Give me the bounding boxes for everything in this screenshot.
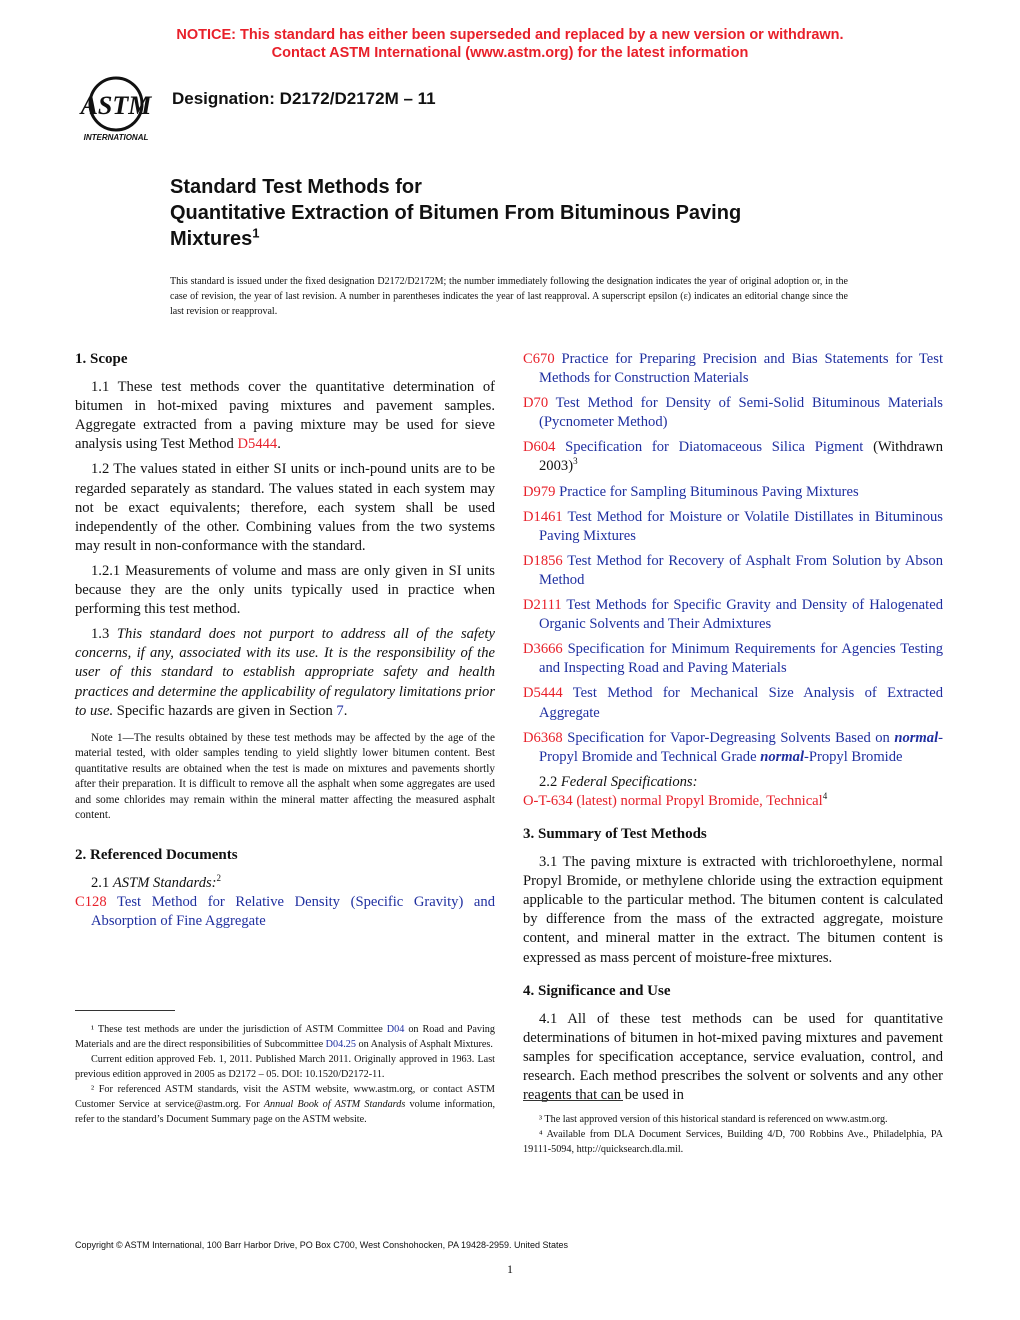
- ref-item[interactable]: [523, 350, 943, 388]
- paragraph-1-2-1: 1.2.1 Measurements of volume and mass are only given in SI units because they are the only units typically used in practice when performing this test method.: [75, 562, 495, 618]
- page-number: 1: [507, 1262, 513, 1276]
- ref-item[interactable]: [523, 684, 943, 722]
- section-heading-significance: 4. Significance and Use: [523, 982, 671, 999]
- link-d04-25[interactable]: D04.25: [325, 1039, 356, 1050]
- title-line-1: Standard Test Methods for: [170, 176, 422, 198]
- ref-code[interactable]: D5444: [523, 685, 563, 702]
- ref-footnote-ref: 3: [573, 456, 578, 467]
- astm-logo: [72, 74, 162, 146]
- ref-c128[interactable]: C128 Test Method for Relative Density (Specific Gravity) and Absorption of Fine Aggregate: [75, 893, 495, 929]
- right-column: [523, 350, 943, 1111]
- footnote-2: ² For referenced ASTM standards, visit the ASTM website, www.astm.org, or contact ASTM Customer Service at service@astm.org. For Annual Book of ASTM Standards volume information, refer to the standard’s Document Summary page on the ASTM website.: [75, 1084, 495, 1125]
- ref-code[interactable]: D604: [523, 439, 556, 456]
- ref-item[interactable]: [523, 438, 943, 476]
- ref-extra: (Withdrawn 2003): [539, 439, 943, 475]
- ref-code[interactable]: C670: [523, 351, 555, 367]
- ref-d6368[interactable]: D6368 Specification for Vapor-Degreasing Solvents Based on normal-Propyl Bromide and Technical Grade normal-Propyl Bromide: [523, 729, 943, 765]
- ref-item[interactable]: [523, 483, 943, 502]
- footnote-rule-right: [523, 1100, 623, 1101]
- copyright-line: Copyright © ASTM International, 100 Barr Harbor Drive, PO Box C700, West Conshohocken, PA 19428-2959. United States: [75, 1240, 569, 1250]
- ref-code[interactable]: D1856: [523, 552, 563, 569]
- link-section-7[interactable]: 7: [336, 702, 344, 719]
- link-d5444[interactable]: D5444: [237, 436, 278, 453]
- astm-logo-icon: [72, 74, 162, 146]
- document-title: [170, 174, 930, 252]
- designation: Designation: D2172/D2172M – 11: [172, 89, 436, 108]
- ref-title[interactable]: Test Methods for Specific Gravity and Density of Halogenated Organic Solvents and Their Admixtures: [539, 597, 943, 633]
- logo-text: ASTM: [80, 91, 152, 120]
- note-1: Note 1—The results obtained by these test methods may be affected by the age of the material tested, with older samples tending to yield slightly lower bitumen content. Best quantitative results are obtained when the test is made on mixtures and pavements shortly after their preparation. It is difficult to remove all the asphalt when some aggregates are used and some chlorides may remain within the mineral matter affecting the measured asphalt content.: [75, 731, 495, 822]
- ref-item[interactable]: [523, 596, 943, 634]
- ref-item[interactable]: [523, 552, 943, 590]
- ref-title[interactable]: Test Method for Density of Semi-Solid Bituminous Materials (Pycnometer Method): [539, 395, 943, 431]
- footnote-4: ⁴ Available from DLA Document Services, Building 4/D, 700 Robbins Ave., Philadelphia, PA 19111-5094, http://quicksearch.dla.mil.: [523, 1129, 943, 1155]
- ref-code[interactable]: D1461: [523, 508, 563, 525]
- paragraph-4-1: 4.1 All of these test methods can be used for quantitative determinations of bitumen in hot-mixed paving mixtures and pavement samples for specification acceptance, service evaluation, control, and research. Each method prescribes the solvent or solvents and any other reagents that can be used in: [523, 1010, 943, 1104]
- paragraph-1-1: 1.1 These test methods cover the quantitative determination of bitumen in hot-mixed paving mixtures and pavement samples. Aggregate extracted from a paving mixture may be used for sieve analysis using Test Method D5444.: [75, 379, 495, 453]
- paragraph-2-2: 2.2 Federal Specifications:: [539, 773, 698, 790]
- paragraph-3-1: 3.1 The paving mixture is extracted with trichloroethylene, normal Propyl Bromide, or methylene chloride using the extraction equipment applicable to the particular method. The bitumen content is calculated by difference from the mass of the extracted aggregate, moisture content, and mineral matter in the extract. The bitumen content is expressed as mass percent of moisture-free mixtures.: [523, 854, 943, 966]
- footnote-1: ¹ These test methods are under the jurisdiction of ASTM Committee D04 on Road and Paving Materials and are the direct responsibilities of Subcommittee D04.25 on Analysis of Asphalt Mixtures.: [75, 1024, 495, 1050]
- paragraph-1-3: 1.3 This standard does not purport to address all of the safety concerns, if any, associated with its use. It is the responsibility of the user of this standard to establish appropriate safety and health practices and determine the applicability of regulatory limitations prior to use. Specific hazards are given in Section 7.: [75, 626, 495, 719]
- title-footnote-ref[interactable]: 1: [252, 225, 260, 241]
- section-heading-scope: 1. Scope: [75, 351, 128, 367]
- ref-title[interactable]: Practice for Preparing Precision and Bias Statements for Test Methods for Construction Materials: [539, 351, 943, 387]
- ref-item[interactable]: [523, 508, 943, 546]
- ref-code[interactable]: D2111: [523, 597, 562, 614]
- ref-item[interactable]: [523, 394, 943, 432]
- ref-code[interactable]: D70: [523, 395, 549, 412]
- section-heading-summary: 3. Summary of Test Methods: [523, 825, 707, 842]
- reference-list: [523, 350, 943, 723]
- title-line-2: Quantitative Extraction of Bitumen From Bituminous Paving: [170, 202, 742, 224]
- footnote-rule-left: [75, 1010, 175, 1011]
- ref-title[interactable]: Specification for Diatomaceous Silica Pigment: [555, 439, 864, 456]
- notice-line-1: NOTICE: This standard has either been superseded and replaced by a new version or withdrawn.: [176, 27, 844, 43]
- ref-title[interactable]: Test Method for Mechanical Size Analysis of Extracted Aggregate: [539, 685, 943, 721]
- footnotes-right: [523, 1112, 943, 1157]
- paragraph-2-1: 2.1 ASTM Standards:$^2$: [91, 872, 222, 891]
- left-column: [75, 350, 495, 937]
- section-heading-referenced: 2. Referenced Documents: [75, 846, 238, 863]
- ref-title[interactable]: Specification for Minimum Requirements for Agencies Testing and Inspecting Road and Paving Materials: [539, 641, 943, 677]
- footnote-3: ³ The last approved version of this historical standard is referenced on www.astm.org.: [539, 1114, 888, 1125]
- ref-item[interactable]: [523, 640, 943, 678]
- footnote-1-edition: Current edition approved Feb. 1, 2011. Published March 2011. Originally approved in 1963. Last previous edition approved in 2005 as D2172 – 05. DOI: 10.1520/D2172-11.: [75, 1054, 495, 1080]
- notice-line-2: Contact ASTM International (www.astm.org) for the latest information: [271, 45, 749, 61]
- ref-fed-o-t-634[interactable]: O-T-634 (latest) normal Propyl Bromide, Technical$^4$: [523, 791, 828, 809]
- issue-note: This standard is issued under the fixed designation D2172/D2172M; the number immediately following the designation indicates the year of original adoption or, in the case of revision, the year of last revision. A number in parentheses indicates the year of last reapproval. A superscript epsilon (ε) indicates an editorial change since the last revision or reapproval.: [170, 276, 848, 317]
- ref-code[interactable]: D979: [523, 483, 556, 500]
- paragraph-1-2: 1.2 The values stated in either SI units or inch-pound units are to be regarded separately as standard. The values stated in each system may not be exact equivalents; therefore, each system shall be used independently of the other. Combining values from the two systems may result in non-conformance with the standard.: [75, 461, 495, 554]
- supersession-notice: [0, 26, 1020, 62]
- footnotes-left: [75, 1022, 495, 1127]
- ref-code[interactable]: D3666: [523, 641, 563, 658]
- ref-title[interactable]: Test Method for Recovery of Asphalt From Solution by Abson Method: [539, 552, 943, 588]
- link-d04[interactable]: D04: [386, 1024, 405, 1035]
- title-line-3: Mixtures$^1$: [170, 225, 260, 250]
- ref-title[interactable]: Practice for Sampling Bituminous Paving Mixtures: [555, 483, 859, 500]
- ref-title[interactable]: Test Method for Moisture or Volatile Distillates in Bituminous Paving Mixtures: [539, 508, 943, 544]
- logo-subtext: INTERNATIONAL: [83, 133, 149, 142]
